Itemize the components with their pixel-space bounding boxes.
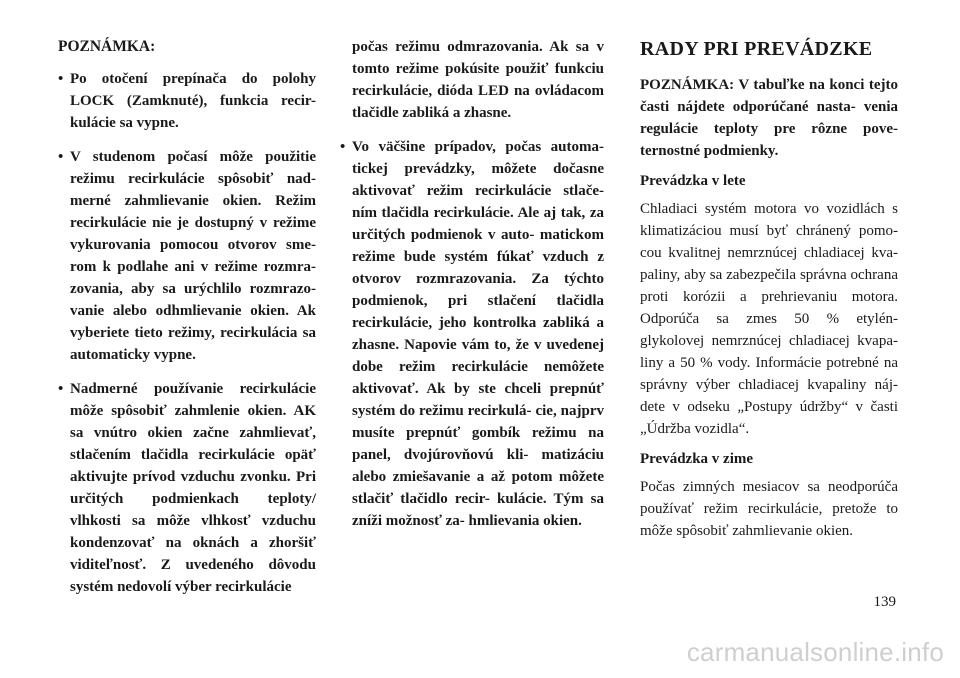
bullet-item: [58, 378, 316, 598]
bullet-icon: •: [58, 71, 64, 87]
watermark-text: carmanualsonline.info: [686, 637, 944, 667]
middle-column: [340, 36, 604, 544]
winter-heading: Prevádzka v zime: [640, 451, 754, 467]
left-bullet-list: [58, 68, 316, 598]
bullet-text: Nadmerné používanie recirkulácie môže spôsobiť zahmlenie okien. AK sa vnútro okien začne zahmlievať, stlačením tlačidla recirkulácie opäť aktivujte prívod vzduchu zvonku. Pri určitých podmienkach teploty/ vlhkosti sa môže vlhkosť vzduchu kondenzovať na oknách a zhoršiť viditeľnosť. Z uvedeného dôvodu systém nedovolí výber recirkulácie: [70, 381, 316, 595]
right-column: [640, 36, 898, 550]
bullet-item: [58, 146, 316, 366]
page-number: 139: [873, 594, 896, 610]
bullet-text: Vo väčšine prípadov, počas automa- tickej prevádzky, môžete dočasne aktivovať režim recirkulácie stlače- ním tlačidla recirkulácie. Ale aj tak, za určitých podmienok v auto- matickom režime bude systém fúkať vzduch z otvorov rozmrazovania. Za týchto podmienok, pri stlačení tlačidla recirkulácie, jeho kontrolka zabliká a zhasne. Napovie vám to, že v uvedenej dobe režim recirkulácie nemôžete aktivovať. Ak by ste chceli prepnúť systém do režimu recirkulá- cie, najprv musíte prepnúť gombík režimu na panel, dvojúrovňovú kli- matizáciu alebo zmiešavanie a až potom môžete stlačiť tlačidlo recir- kulácie. Tým sa zníži možnosť za- hmlievania okien.: [352, 139, 604, 529]
bullet-text: Po otočení prepínača do polohy LOCK (Zamknuté), funkcia recir- kulácie sa vypne.: [70, 71, 316, 131]
section-heading: RADY PRI PREVÁDZKE: [640, 38, 873, 60]
bullet-text: V studenom počasí môže použitie režimu recirkulácie spôsobiť nad- merné zahmlievanie okien. Režim recirkulácie nie je dostupný v režime vykurovania pomocou otvorov sme- rom k podlahe ani v režime rozmra- zovania, aby sa urýchlilo rozmrazo- vanie alebo odhmlievanie okien. Ak vyberiete tieto režimy, recirkulácia sa automaticky vypne.: [70, 149, 316, 363]
middle-bullet-list: [340, 136, 604, 532]
bullet-icon: •: [58, 381, 64, 397]
left-column: [58, 36, 316, 610]
note-title: POZNÁMKA:: [58, 38, 156, 55]
bullet-icon: •: [58, 149, 64, 165]
continuation-text: počas režimu odmrazovania. Ak sa v tomto režime pokúsite použiť funkciu recirkulácie, dióda LED na ovládacom tlačidle zabliká a zhasne.: [352, 39, 604, 121]
summer-paragraph: Chladiaci systém motora vo vozidlách s klimatizáciou musí byť chránený pomo- cou kvalitnej nemrznúcej chladiacej kva- paliny, aby sa zabezpečila správna ochrana proti korózii a prehrievaniu motora. Odporúča sa zmes 50 % etylén- glykolovej nemrznúcej chladiacej kvapa- liny a 50 % vody. Informácie potrebné na správny výber chladiacej kvapaliny náj- dete v odseku „Postupy údržby“ v časti „Údržba vozidla“.: [640, 201, 898, 437]
operation-note: POZNÁMKA: V tabuľke na konci tejto časti nájdete odporúčané nasta- venia regulácie teploty pre rôzne pove- ternostné podmienky.: [640, 77, 898, 159]
summer-heading: Prevádzka v lete: [640, 173, 746, 189]
bullet-item: [340, 136, 604, 532]
winter-paragraph: Počas zimných mesiacov sa neodporúča používať režim recirkulácie, pretože to môže spôsobiť zahmlievanie okien.: [640, 479, 898, 539]
bullet-item: [58, 68, 316, 134]
bullet-icon: •: [340, 139, 346, 155]
